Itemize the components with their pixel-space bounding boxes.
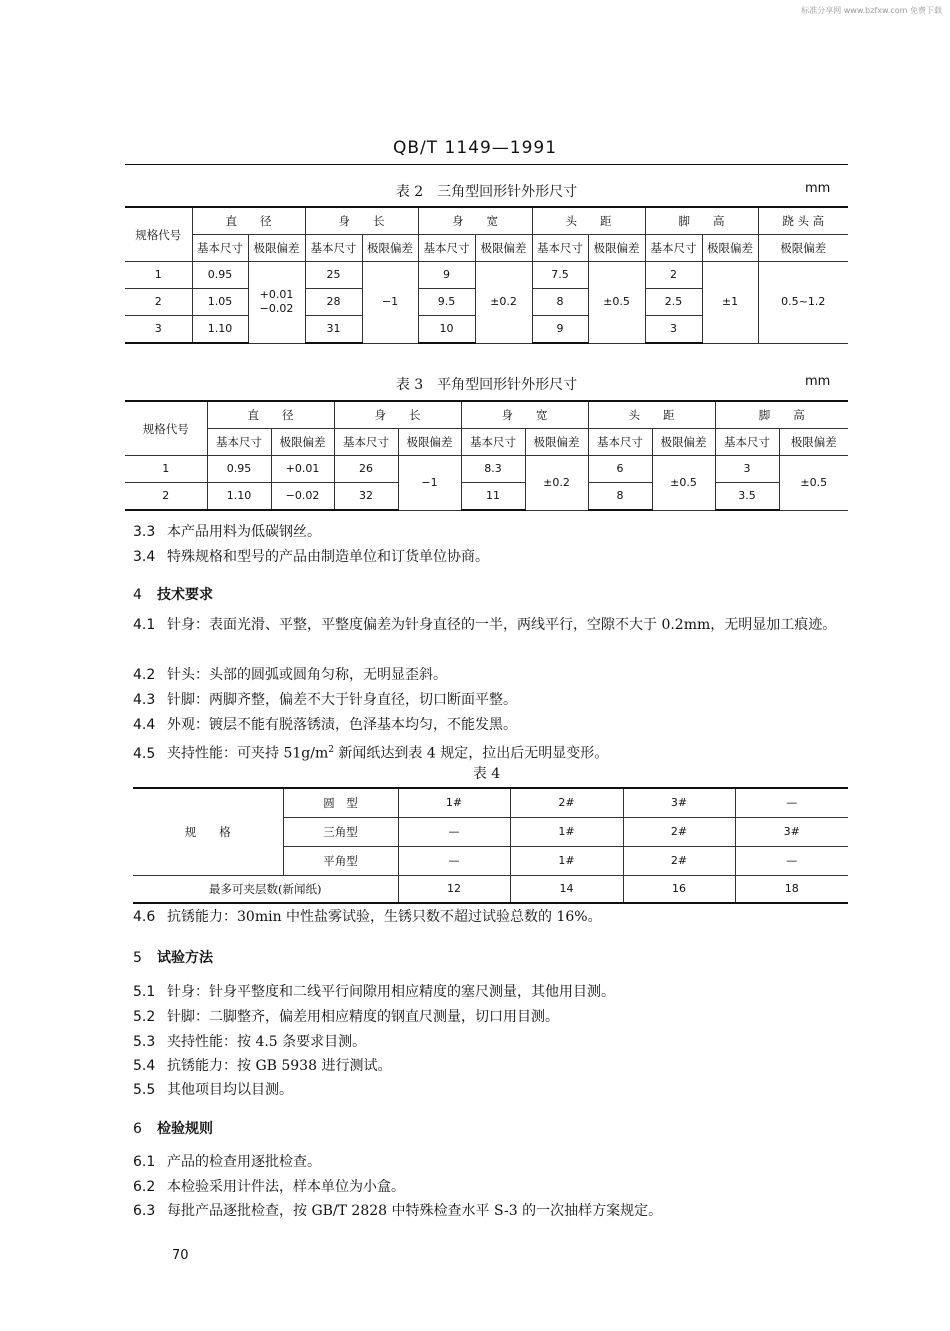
foot-deviation: ±1 [702, 262, 758, 344]
watermark: 标准分享网 www.bzfxw.com 免费下载 [801, 6, 942, 15]
clause-4-5: 4.5 夹持性能：可夹持 $51g/m^2$ 新闻纸达到表 4 规定，拉出后无明显变形。 [133, 745, 609, 762]
table-cell: 8 [532, 289, 588, 316]
table-cell: 2.5 [645, 289, 702, 316]
header-basic: 基本尺寸 [334, 429, 398, 456]
header-basic: 基本尺寸 [645, 235, 702, 262]
clause-6-3: 6.3 每批产品逐批检查，按 GB/T 2828 中特殊检查水平 S-3 的一次抽样方案规定。 [133, 1203, 663, 1219]
table-cell: 1.10 [207, 483, 271, 511]
table-cell: +0.01 [271, 456, 334, 483]
table-cell: 14 [510, 875, 623, 903]
header-dev: 极限偏差 [475, 235, 532, 262]
section-5-heading: 5 试验方法 [133, 950, 213, 966]
header-dev: 极限偏差 [271, 429, 334, 456]
header-diameter: 直 径 [207, 401, 334, 429]
clause-4-1: 4.1 针身：表面光滑、平整，平整度偏差为针身直径的一半，两线平行，空隙不大于 0.2mm，无明显加工痕迹。 [133, 617, 837, 633]
table-cell: 1# [510, 846, 623, 875]
clause-5-4: 5.4 抗锈能力：按 GB 5938 进行测试。 [133, 1058, 392, 1074]
clause-5-5: 5.5 其他项目均以目测。 [133, 1082, 293, 1098]
spacing-deviation: ±0.5 [652, 456, 715, 511]
table-cell: 0.95 [192, 262, 248, 289]
table-cell: 2 [125, 289, 192, 316]
header-basic: 基本尺寸 [192, 235, 248, 262]
header-foot-height: 脚 高 [715, 401, 848, 429]
header-foot-height: 脚 高 [645, 207, 758, 235]
table-cell: — [398, 846, 510, 875]
row-type: 圆 型 [283, 788, 398, 817]
table-cell: 10 [418, 316, 475, 344]
clause-6-2: 6.2 本检验采用计件法，样本单位为小盒。 [133, 1179, 405, 1195]
table-cell: — [735, 788, 848, 817]
max-layers-label: 最多可夹层数(新闻纸) [133, 875, 398, 903]
header-spacing: 头 距 [588, 401, 715, 429]
width-deviation: ±0.2 [475, 262, 532, 344]
page-number: 70 [172, 1248, 189, 1263]
clause-3-3: 3.3 本产品用料为低碳钢丝。 [133, 524, 321, 540]
clause-6-1: 6.1 产品的检查用逐批检查。 [133, 1154, 321, 1170]
diameter-deviation: +0.01 −0.02 [248, 262, 305, 344]
table-cell: 32 [334, 483, 398, 511]
header-width: 身 宽 [461, 401, 588, 429]
header-dev: 极限偏差 [248, 235, 305, 262]
table-cell: 3 [125, 316, 192, 344]
table-cell: 31 [305, 316, 362, 344]
table-cell: 3# [735, 817, 848, 846]
table3-unit: mm [805, 374, 831, 389]
table-cell: 3.5 [715, 483, 779, 511]
table-cell: 2 [645, 262, 702, 289]
table-cell: 3 [645, 316, 702, 344]
foot-deviation: ±0.5 [779, 456, 848, 511]
header-basic: 基本尺寸 [305, 235, 362, 262]
table-cell: 11 [461, 483, 525, 511]
table-cell: 9 [418, 262, 475, 289]
table4 [133, 787, 848, 904]
table2 [125, 206, 848, 344]
cross-deviation: 0.5~1.2 [758, 262, 848, 344]
header-dev: 极限偏差 [362, 235, 418, 262]
table-cell: 0.95 [207, 456, 271, 483]
table-cell: 1# [510, 817, 623, 846]
table-cell: 3# [623, 788, 735, 817]
header-code: 规格代号 [125, 401, 207, 456]
header-basic: 基本尺寸 [532, 235, 588, 262]
section-6-heading: 6 检验规则 [133, 1121, 213, 1137]
section-4-heading: 4 技术要求 [133, 587, 213, 603]
table-cell: 1# [398, 788, 510, 817]
table3 [125, 400, 848, 511]
table-cell: 3 [715, 456, 779, 483]
header-code: 规格代号 [125, 207, 192, 262]
clause-5-2: 5.2 针脚：二脚整齐，偏差用相应精度的钢直尺测量，切口用目测。 [133, 1009, 559, 1025]
table-cell: 6 [588, 456, 652, 483]
table2-unit: mm [805, 181, 831, 196]
table-cell: 2# [623, 846, 735, 875]
header-spacing: 头 距 [532, 207, 645, 235]
standard-header: QB/T 1149—1991 [392, 138, 558, 158]
header-basic: 基本尺寸 [588, 429, 652, 456]
header-basic: 基本尺寸 [715, 429, 779, 456]
table-cell: 16 [623, 875, 735, 903]
clause-5-3: 5.3 夹持性能：按 4.5 条要求目测。 [133, 1034, 367, 1050]
table-cell: 2# [623, 817, 735, 846]
table-cell: 9 [532, 316, 588, 344]
table-cell: 1.10 [192, 316, 248, 344]
table-cell: 12 [398, 875, 510, 903]
header-dev: 极限偏差 [652, 429, 715, 456]
table-cell: 9.5 [418, 289, 475, 316]
header-rule [125, 164, 848, 165]
header-dev: 极限偏差 [588, 235, 645, 262]
clause-5-1: 5.1 针身：针身平整度和二线平行间隙用相应精度的塞尺测量，其他用目测。 [133, 984, 615, 1000]
clause-4-2: 4.2 针头：头部的圆弧或圆角匀称，无明显歪斜。 [133, 667, 447, 683]
header-basic: 基本尺寸 [461, 429, 525, 456]
table-cell: 1 [125, 262, 192, 289]
header-basic: 基本尺寸 [207, 429, 271, 456]
clause-4-6: 4.6 抗锈能力：30min 中性盐雾试验，生锈只数不超过试验总数的 16%。 [133, 909, 602, 925]
table-cell: — [398, 817, 510, 846]
header-dev: 极限偏差 [398, 429, 461, 456]
clause-3-4: 3.4 特殊规格和型号的产品由制造单位和订货单位协商。 [133, 549, 489, 565]
header-length: 身 长 [334, 401, 461, 429]
header-diameter: 直 径 [192, 207, 305, 235]
length-deviation: −1 [398, 456, 461, 511]
header-dev: 极限偏差 [779, 429, 848, 456]
table-cell: 18 [735, 875, 848, 903]
table-cell: 8 [588, 483, 652, 511]
table-cell: 7.5 [532, 262, 588, 289]
spacing-deviation: ±0.5 [588, 262, 645, 344]
row-type: 平角型 [283, 846, 398, 875]
table2-caption: 表 2 三角型回形针外形尺寸 [395, 184, 578, 200]
header-spec: 规 格 [133, 788, 283, 875]
table-cell: 1.05 [192, 289, 248, 316]
table-cell: 1 [125, 456, 207, 483]
header-dev: 极限偏差 [525, 429, 588, 456]
header-cross-height: 跷 头 高 [758, 207, 848, 235]
table-cell: 2 [125, 483, 207, 511]
table4-caption: 表 4 [472, 766, 501, 782]
clause-4-3: 4.3 针脚：两脚齐整，偏差不大于针身直径，切口断面平整。 [133, 692, 517, 708]
header-basic: 基本尺寸 [418, 235, 475, 262]
header-dev: 极限偏差 [758, 235, 848, 262]
row-type: 三角型 [283, 817, 398, 846]
header-dev: 极限偏差 [702, 235, 758, 262]
table-cell: 28 [305, 289, 362, 316]
table-cell: 25 [305, 262, 362, 289]
table-cell: 2# [510, 788, 623, 817]
width-deviation: ±0.2 [525, 456, 588, 511]
table-cell: 8.3 [461, 456, 525, 483]
table3-caption: 表 3 平角型回形针外形尺寸 [395, 377, 578, 393]
header-width: 身 宽 [418, 207, 532, 235]
clause-4-4: 4.4 外观：镀层不能有脱落锈渍，色泽基本均匀，不能发黑。 [133, 717, 517, 733]
table-cell: — [735, 846, 848, 875]
table-cell: −0.02 [271, 483, 334, 511]
length-deviation: −1 [362, 262, 418, 344]
header-length: 身 长 [305, 207, 418, 235]
table-cell: 26 [334, 456, 398, 483]
